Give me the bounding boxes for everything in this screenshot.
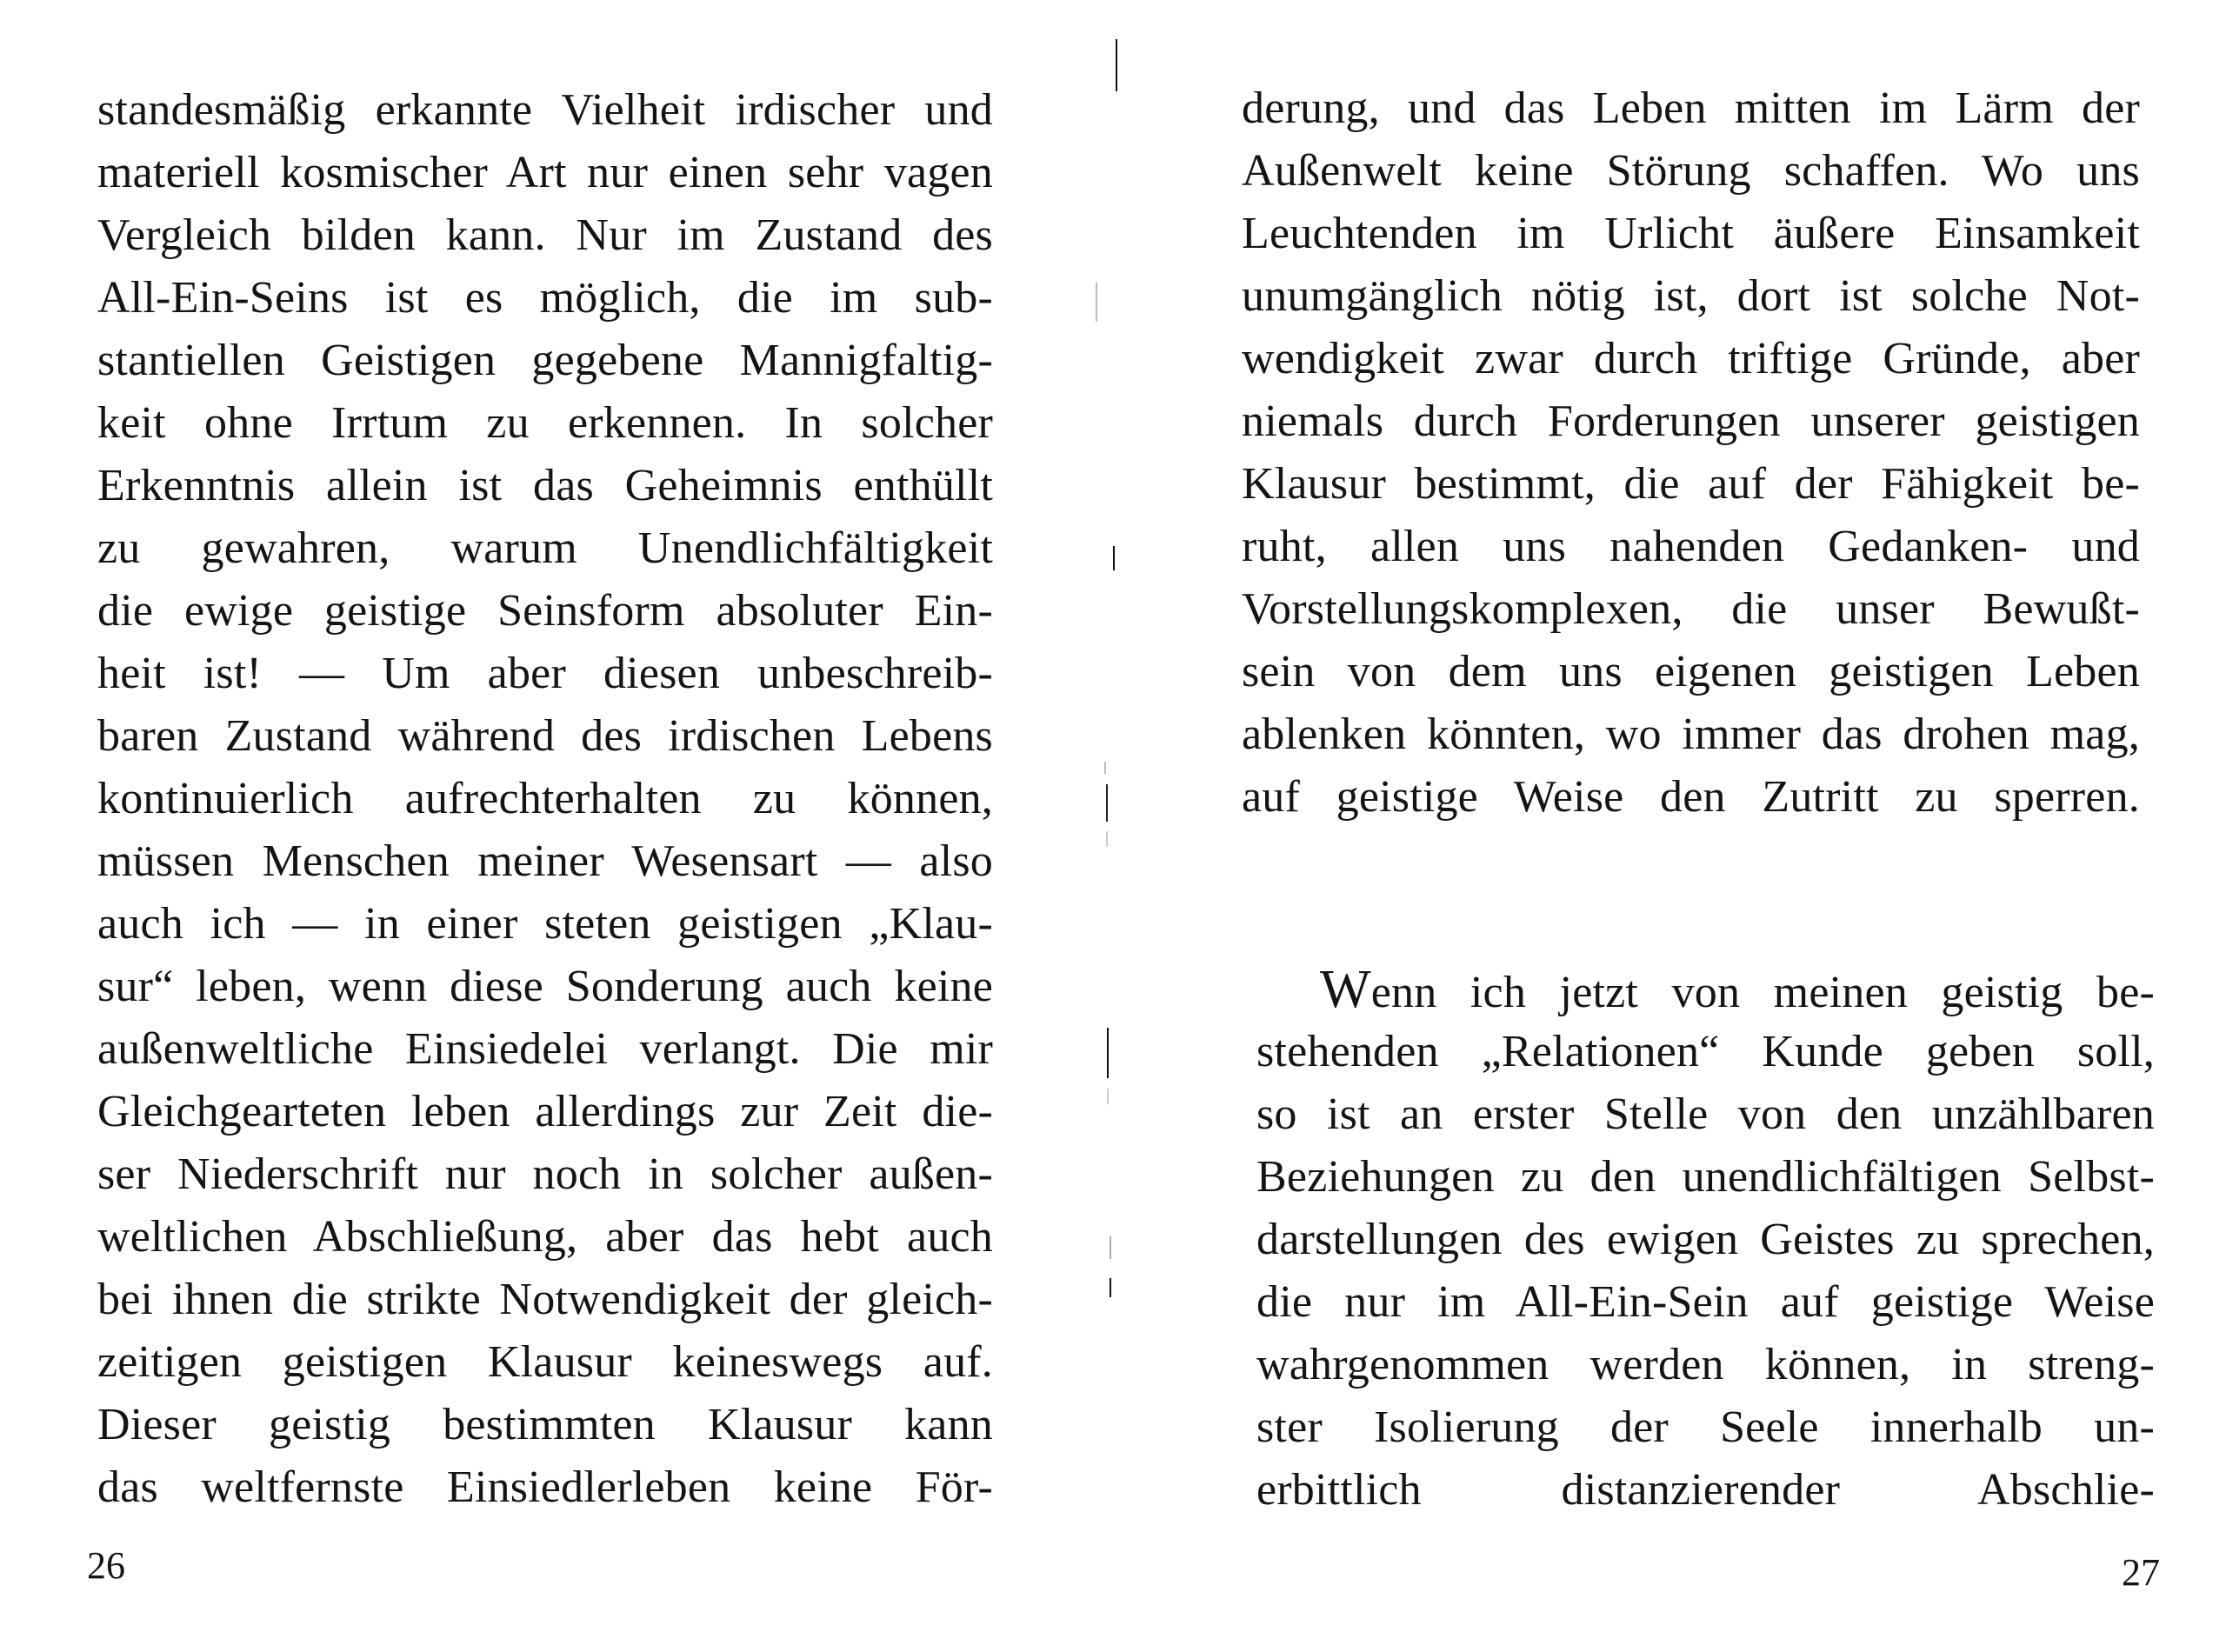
right-page-line: Vorstellungskomplexen, die unser Bewußt-: [1242, 584, 2140, 634]
right-page-line: Beziehungen zu den unendlichfältigen Selbst-: [1256, 1152, 2155, 1202]
right-page-line: Leuchtenden im Urlicht äußere Einsamkeit: [1242, 209, 2140, 258]
left-page-line: außenweltliche Einsiedelei verlangt. Die mir: [97, 1024, 993, 1074]
left-page-line: zu gewahren, warum Unendlichfältigkeit: [97, 523, 993, 573]
left-page-line: Erkenntnis allein ist das Geheimnis enthüllt: [97, 461, 993, 510]
right-page-line: die nur im All-Ein-Sein auf geistige Weise: [1256, 1277, 2155, 1327]
right-page-line: darstellungen des ewigen Geistes zu sprechen,: [1256, 1215, 2155, 1264]
left-page-line: müssen Menschen meiner Wesensart — also: [97, 836, 993, 886]
right-page-line: wahrgenommen werden können, in streng-: [1256, 1340, 2155, 1389]
right-page-line: auf geistige Weise den Zutritt zu sperren.: [1242, 772, 2140, 822]
left-page-line: stantiellen Geistigen gegebene Mannigfaltig-: [97, 336, 993, 385]
left-page-line: bei ihnen die strikte Notwendigkeit der gleich-: [97, 1275, 993, 1324]
left-page-line: ser Niederschrift nur noch in solcher außen-: [97, 1149, 993, 1199]
right-page: [1113, 0, 2226, 1652]
left-page-line: baren Zustand während des irdischen Lebens: [97, 711, 993, 761]
right-page-line: ster Isolierung der Seele innerhalb un-: [1256, 1402, 2155, 1452]
left-page-line: standesmäßig erkannte Vielheit irdischer und: [97, 85, 993, 135]
left-page-line: keit ohne Irrtum zu erkennen. In solcher: [97, 398, 993, 448]
left-page-line: Vergleich bilden kann. Nur im Zustand des: [97, 210, 993, 260]
right-page-line: derung, und das Leben mitten im Lärm der: [1242, 83, 2140, 133]
right-page-line: sein von dem uns eigenen geistigen Leben: [1242, 647, 2140, 696]
right-page-line: Klausur bestimmt, die auf der Fähigkeit be-: [1242, 459, 2140, 509]
left-page-line: materiell kosmischer Art nur einen sehr vagen: [97, 148, 993, 197]
left-page-line: All-Ein-Seins ist es möglich, die im sub-: [97, 273, 993, 323]
left-page-line: zeitigen geistigen Klausur keineswegs auf.: [97, 1337, 993, 1387]
right-page-number: 27: [2122, 1551, 2160, 1594]
left-page-line: das weltfernste Einsiedlerleben keine För-: [97, 1462, 993, 1512]
right-page-paragraph-start: [1320, 960, 2155, 1019]
left-page-line: kontinuierlich aufrechterhalten zu können,: [97, 774, 993, 823]
right-page-line: Außenwelt keine Störung schaffen. Wo uns: [1242, 146, 2140, 196]
left-page-line: heit ist! — Um aber diesen unbeschreib-: [97, 649, 993, 698]
left-page-line: Dieser geistig bestimmten Klausur kann: [97, 1400, 993, 1449]
right-page-line: so ist an erster Stelle von den unzählbaren: [1256, 1089, 2155, 1139]
right-page-line: ruht, allen uns nahenden Gedanken- und: [1242, 522, 2140, 571]
right-page-line: ablenken könnten, wo immer das drohen mag,: [1242, 709, 2140, 759]
left-page-line: sur“ leben, wenn diese Sonderung auch keine: [97, 962, 993, 1011]
right-page-line: erbittlich distanzierender Abschlie-: [1256, 1465, 2155, 1515]
drop-initial: W: [1320, 960, 1371, 1019]
right-page-line: wendigkeit zwar durch triftige Gründe, aber: [1242, 334, 2140, 383]
right-page-line: niemals durch Forderungen unserer geistigen: [1242, 396, 2140, 446]
left-page-line: Gleichgearteten leben allerdings zur Zeit die-: [97, 1087, 993, 1136]
right-page-line: unumgänglich nötig ist, dort ist solche Not-: [1242, 271, 2140, 321]
right-page-line: stehenden „Relationen“ Kunde geben soll,: [1256, 1027, 2155, 1076]
left-page-number: 26: [87, 1544, 125, 1587]
paragraph-first-line-text: enn ich jetzt von meinen geistig be-: [1370, 968, 2155, 1017]
left-page-line: weltlichen Abschließung, aber das hebt auch: [97, 1212, 993, 1262]
left-page-line: auch ich — in einer steten geistigen „Klau-: [97, 899, 993, 949]
left-page-line: die ewige geistige Seinsform absoluter Ein-: [97, 586, 993, 636]
